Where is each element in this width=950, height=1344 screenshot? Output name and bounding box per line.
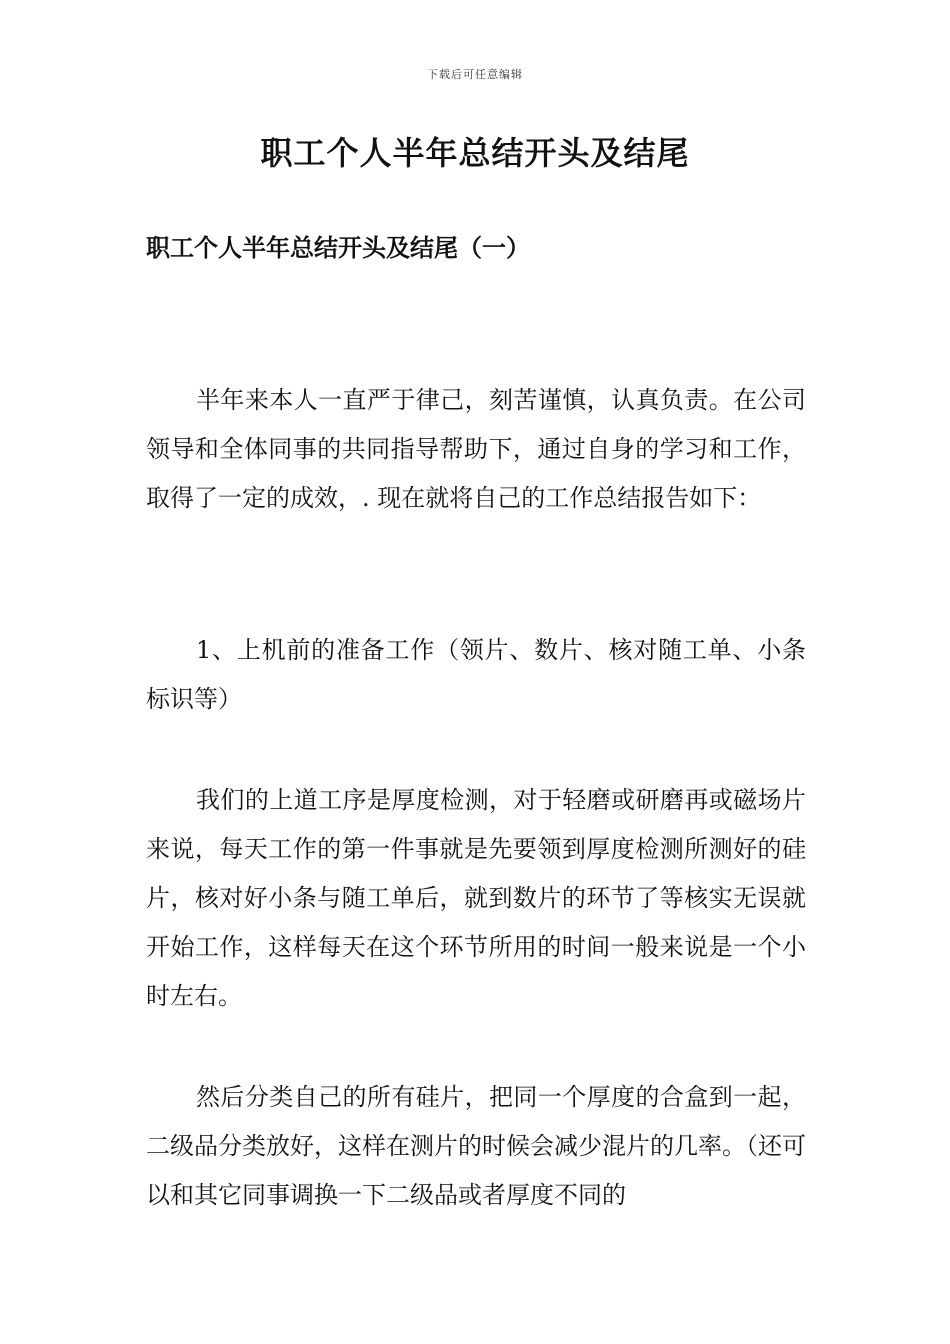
document-title: 职工个人半年总结开头及结尾 xyxy=(260,134,690,172)
paragraph-sorting: 然后分类自己的所有硅片，把同一个厚度的合盒到一起，二级品分类放好，这样在测片的时候会减少混片的几率。（还可以和其它同事调换一下二级品或者厚度不同的 xyxy=(146,1083,806,1209)
section-title: 职工个人半年总结开头及结尾（一） xyxy=(146,233,530,262)
paragraph-item-1: 1、上机前的准备工作（领片、数片、核对随工单、小条标识等） xyxy=(146,636,806,713)
paragraph-intro: 半年来本人一直严于律己，刻苦谨慎，认真负责。在公司领导和全体同事的共同指导帮助下，通过自身的学习和工作，取得了一定的成效，. 现在就将自己的工作总结报告如下： xyxy=(146,386,806,512)
paragraph-process: 我们的上道工序是厚度检测，对于轻磨或研磨再或磁场片来说，每天工作的第一件事就是先要领到厚度检测所测好的硅片，核对好小条与随工单后，就到数片的环节了等核实无误就开始工作，这样每天在这个环节所用的时间一般来说是一个小时左右。 xyxy=(146,786,806,1010)
header-note: 下载后可任意编辑 xyxy=(427,68,523,81)
